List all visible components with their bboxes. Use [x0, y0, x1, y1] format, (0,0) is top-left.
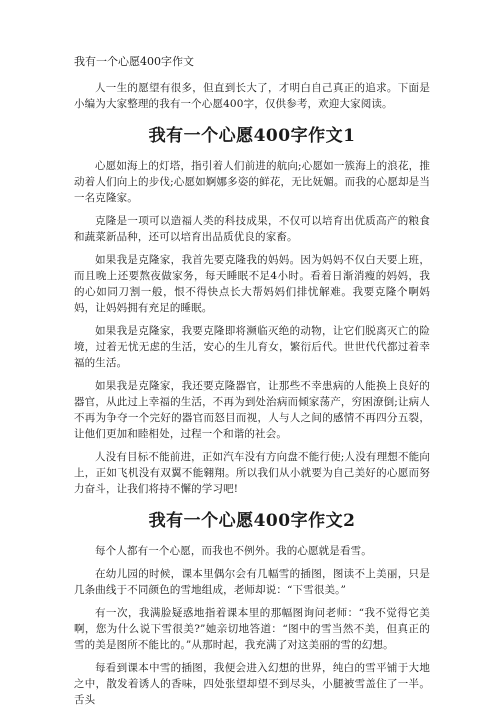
body-paragraph: 有一次，我满脸疑惑地指着课本里的那幅图询问老师：“我不觉得它美啊，您为什么说下雪很美?”她亲切地答道：“图中的雪当然不美，但真正的雪的美是图所不能比的。”从那时起，我充满了对这美丽的雪的幻想。 — [74, 607, 430, 651]
body-paragraph: 人没有目标不能前进，正如汽车没有方向盘不能行使;人没有理想不能向上，正如飞机没有双翼不能翱翔。所以我们从小就要为自己美好的心愿而努力奋斗，让我们将持不懈的学习吧! — [74, 451, 430, 495]
section-heading: 我有一个心愿400字作文1 — [148, 126, 356, 146]
body-paragraph: 每看到课本中雪的插图，我便会进入幻想的世界，纯白的雪平铺于大地之中，散发着诱人的香味，四处张望却望不到尽头，小腿被雪盖住了一半。舌头 — [74, 662, 430, 706]
body-paragraph: 克隆是一项可以造福人类的科技成果，不仅可以培育出优质高产的粮食和蔬菜新品种，还可以培育出品质优良的家畜。 — [74, 215, 430, 243]
section-1 — [74, 124, 430, 497]
intro-paragraph: 人一生的愿望有很多，但直到长大了，才明白自己真正的追求。下面是小编为大家整理的我有一个心愿400字，仅供参考，欢迎大家阅读。 — [74, 82, 430, 110]
body-paragraph: 如果我是克隆家，我还要克隆器官，让那些不幸患病的人能换上良好的器官，从此过上幸福的生活，不再为到处治病而倾家荡产，穷困潦倒;让病人不再为争夺一个完好的器官而怒目而视，人与人之间的感情不再四分五裂，让他们更加和睦相处，过程一个和谐的社会。 — [74, 380, 430, 440]
body-paragraph: 每个人都有一个心愿，而我也不例外。我的心愿就是看雪。 — [95, 545, 372, 557]
body-paragraph: 心愿如海上的灯塔，指引着人们前进的航向;心愿如一簇海上的浪花，推动着人们向上的步伐;心愿如婀娜多姿的鲜花，无比妩媚。而我的心愿却是当一名克隆家。 — [74, 160, 430, 204]
section-heading: 我有一个心愿400字作文2 — [148, 511, 356, 531]
body-paragraph: 在幼儿园的时候，课本里偶尔会有几幅雪的插图，图读不上美丽，只是几条曲线于不同颜色的雪地组成，老师却说：“下雪很美。” — [74, 568, 430, 596]
body-paragraph: 如果我是克隆家，我首先要克隆我的妈妈。因为妈妈不仅白天要上班，而且晚上还要熬夜做家务，每天睡眠不足4小时。看着日渐消瘦的妈妈，我的心如同刀割一般，恨不得快点长大帮妈妈们排忧解难。我要克隆个啊妈妈，让妈妈拥有充足的睡眠。 — [74, 254, 430, 314]
document-title: 我有一个心愿400字作文 — [74, 55, 194, 68]
body-paragraph: 如果我是克隆家，我要克隆即将濒临灭绝的动物，让它们脱离灭亡的险境，过着无忧无虑的生活，安心的生儿育女，繁衍后代。世世代代都过着幸福的生活。 — [74, 325, 430, 369]
section-2 — [74, 509, 430, 708]
